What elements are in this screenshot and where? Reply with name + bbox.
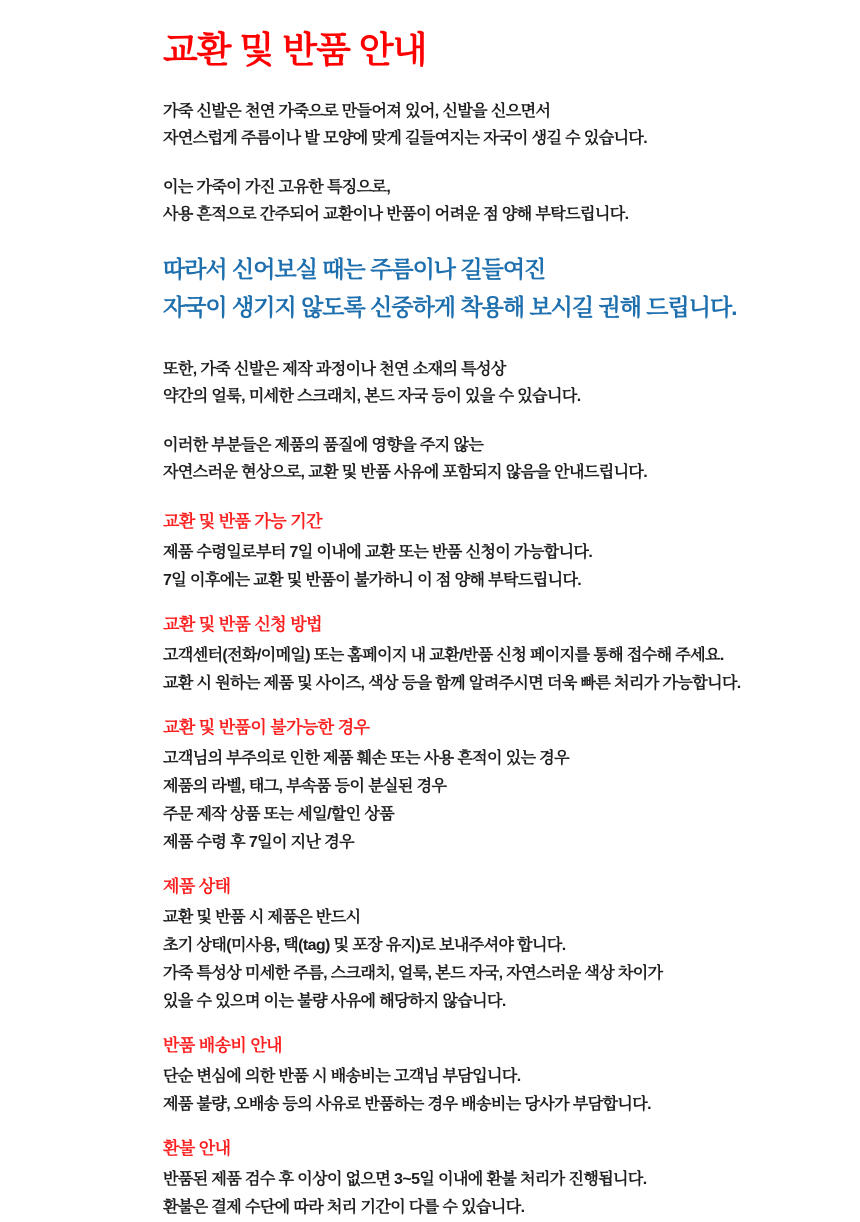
section-exchange-period <box>163 508 800 595</box>
section-product-condition <box>163 873 800 1016</box>
paragraph-line: 또한, 가죽 신발은 제작 과정이나 천연 소재의 특성상 <box>163 361 506 378</box>
paragraph-line: 단순 변심에 의한 반품 시 배송비는 고객님 부담입니다. <box>163 1068 521 1085</box>
section-return-shipping-fee <box>163 1032 800 1119</box>
paragraph-line: 제품 수령 후 7일이 지난 경우 <box>163 834 354 851</box>
paragraph-line: 사용 흔적으로 간주되어 교환이나 반품이 어려운 점 양해 부탁드립니다. <box>163 206 629 223</box>
paragraph-line: 환불은 결제 수단에 따라 처리 기간이 다를 수 있습니다. <box>163 1199 525 1216</box>
paragraph-line: 7일 이후에는 교환 및 반품이 불가하니 이 점 양해 부탁드립니다. <box>163 572 582 589</box>
paragraph-line: 제품의 라벨, 태그, 부속품 등이 분실된 경우 <box>163 778 447 795</box>
paragraph-line: 주문 제작 상품 또는 세일/할인 상품 <box>163 806 395 823</box>
section-request-method <box>163 611 800 698</box>
section-not-allowed-cases <box>163 714 800 857</box>
highlight-paragraph <box>163 250 800 326</box>
paragraph-line: 있을 수 있으며 이는 불량 사유에 해당하지 않습니다. <box>163 993 506 1010</box>
highlight-line: 자국이 생기지 않도록 신중하게 착용해 보시길 권해 드립니다. <box>163 294 737 320</box>
paragraph-line: 제품 불량, 오배송 등의 사유로 반품하는 경우 배송비는 당사가 부담합니다. <box>163 1096 651 1113</box>
section-heading: 제품 상태 <box>163 877 231 896</box>
paragraph-line: 교환 시 원하는 제품 및 사이즈, 색상 등을 함께 알려주시면 더욱 빠른 처리가 가능합니다. <box>163 675 741 692</box>
section-heading: 교환 및 반품이 불가능한 경우 <box>163 718 370 737</box>
paragraph-line: 자연스러운 현상으로, 교환 및 반품 사유에 포함되지 않음을 안내드립니다. <box>163 464 648 481</box>
section-heading: 교환 및 반품 신청 방법 <box>163 615 322 634</box>
section-refund <box>163 1135 800 1222</box>
paragraph-line: 가죽 특성상 미세한 주름, 스크래치, 얼룩, 본드 자국, 자연스러운 색상 차이가 <box>163 965 663 982</box>
section-heading: 반품 배송비 안내 <box>163 1036 283 1055</box>
paragraph-line: 고객센터(전화/이메일) 또는 홈페이지 내 교환/반품 신청 페이지를 통해 접수해 주세요. <box>163 647 724 664</box>
paragraph-line: 반품된 제품 검수 후 이상이 없으면 3~5일 이내에 환불 처리가 진행됩니다. <box>163 1171 647 1188</box>
highlight-line: 따라서 신어보실 때는 주름이나 길들여진 <box>163 256 546 282</box>
paragraph-line: 이러한 부분들은 제품의 품질에 영향을 주지 않는 <box>163 437 484 454</box>
page-title: 교환 및 반품 안내 <box>163 29 427 70</box>
paragraph-line: 제품 수령일로부터 7일 이내에 교환 또는 반품 신청이 가능합니다. <box>163 544 593 561</box>
paragraph-line: 가죽 신발은 천연 가죽으로 만들어져 있어, 신발을 신으면서 <box>163 103 551 120</box>
paragraph-line: 약간의 얼룩, 미세한 스크래치, 본드 자국 등이 있을 수 있습니다. <box>163 388 581 405</box>
paragraph-line: 이는 가죽이 가진 고유한 특징으로, <box>163 179 391 196</box>
paragraph-line: 고객님의 부주의로 인한 제품 훼손 또는 사용 흔적이 있는 경우 <box>163 750 570 767</box>
section-heading: 환불 안내 <box>163 1139 231 1158</box>
paragraph-line: 교환 및 반품 시 제품은 반드시 <box>163 909 361 926</box>
paragraph-line: 자연스럽게 주름이나 발 모양에 맞게 길들여지는 자국이 생길 수 있습니다. <box>163 130 648 147</box>
section-heading: 교환 및 반품 가능 기간 <box>163 512 322 531</box>
intro-paragraph-2 <box>163 174 800 228</box>
notes-paragraph-2 <box>163 432 800 486</box>
intro-paragraph-1 <box>163 98 800 152</box>
paragraph-line: 초기 상태(미사용, 택(tag) 및 포장 유지)로 보내주셔야 합니다. <box>163 937 566 954</box>
notes-paragraph-1 <box>163 356 800 410</box>
